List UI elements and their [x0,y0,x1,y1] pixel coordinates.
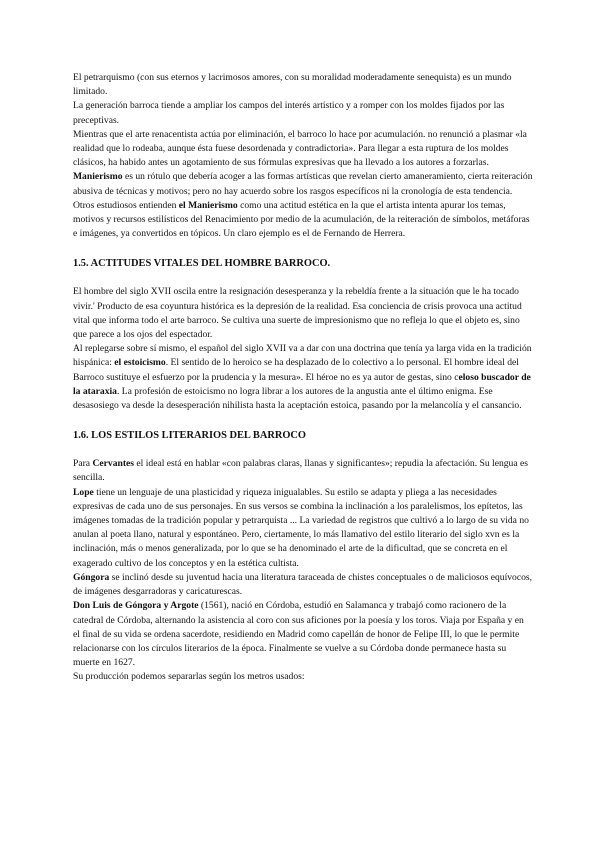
term-don-luis: Don Luis de Góngora y Argote [73,600,199,612]
paragraph-generacion-barroca: La generación barroca tiende a ampliar los campos del interés artístico y a romper con los moldes fijados por las preceptivas. [73,100,505,126]
section-heading-1-6: 1.6. LOS ESTILOS LITERARIOS DEL BARROCO [73,430,306,442]
document-page [73,71,533,685]
paragraph-cervantes: Para Cervantes el ideal está en hablar «con palabras claras, llanas y significantes»; repudia la afectación. Su lengua es sencilla. [73,458,528,484]
paragraph-produccion: Su producción podemos separarlas según los metros usados: [73,671,305,683]
paragraph-manierismo: Manierismo es un rótulo que debería acoger a las formas artísticas que revelan cierto amaneramiento, cierta reiteración abusiva de técnicas y motivos; pero no hay acuerdo sobre los rasgos específicos ni la cronología de esta tendencia. [73,171,533,197]
term-gongora: Góngora [73,571,110,583]
paragraph-petrarquismo: El petrarquismo (con sus eternos y lacrimosos amores, con su moralidad moderadamente senequista) es un mundo limitado. [73,72,512,98]
term-lope: Lope [73,486,94,498]
term-ataraxia: eloso buscador de la ataraxia [73,371,531,397]
term-estoicismo: el estoicismo [114,357,166,369]
term-cervantes: Cervantes [92,458,135,470]
section-heading-1-5: 1.5. ACTITUDES VITALES DEL HOMBRE BARROCO. [73,258,331,270]
paragraph-gongora: Góngora se inclinó desde su juventud hacia una literatura taraceada de chistes conceptuales o de maliciosos equívocos, de imágenes desgarradoras y caricaturescas. [73,571,533,598]
term-manierismo: Manierismo [73,171,123,183]
paragraph-acumulacion: Mientras que el arte renacentista actúa por eliminación, el barroco lo hace por acumulación. no renunció a plasmar «la realidad que lo rodeaba, aunque ésta fuese desordenada y contradictoria». Para llegar a esta ruptura de los moldes clásicos, ha habido antes un agotamiento de sus fórmulas expresivas que ha llevado a los autores a forzarlas. [73,128,527,169]
paragraph-otros-estudiosos: Otros estudiosos entienden el Manierismo como una actitud estética en la que el artista intenta apurar los temas, motivos y recursos estilísticos del Renacimiento por medio de la acumulación, de la reiteración de símbolos, metáforas e imágenes, ya convertidos en tópicos. Un claro ejemplo es el de Fernando de Herrera. [73,199,530,240]
paragraph-hombre-siglo-xvii: El hombre del siglo XVII oscila entre la resignación desesperanza y la rebeldía frente a la situación que le ha tocado vivir.' Producto de esa coyuntura histórica es la depresión de la realidad. Esa conciencia de crisis provoca una actitud vital que informa todo el arte barroco. Se cultiva una suerte de impresionismo que no refleja lo que el objeto es, sino que parece a los ojos del espectador. [73,286,522,341]
paragraph-lope: Lope tiene un lenguaje de una plasticidad y riqueza inigualables. Su estilo se adapta y pliega a las necesidades expresivas de cada uno de sus personajes. En sus versos se combina la inclinación a los paralelismos, los epítetos, las imágenes tomadas de la tradición popular y petrarquista ... La variedad de registros que cultivó a lo largo de su vida no anulan al poeta llano, natural y espontáneo. Pero, ciertamente, lo más llamativo del estilo literario del siglo xvn es la inclinación, más o menos generalizada, por lo que se ha denominado el arte de la dificultad, que se concreta en el exagerado cultivo de los conceptos y en la estética cultista. [73,486,529,569]
paragraph-don-luis: Don Luis de Góngora y Argote (1561), nació en Córdoba, estudió en Salamanca y trabajó como racionero de la catedral de Córdoba, alternando la asistencia al coro con sus aficiones por la poesía y los toros. Viaja por España y en el final de su vida se ordena sacerdote, residiendo en Madrid como capellán de honor de Felipe III, lo que le permite relacionarse con los círculos literarios de la época. Finalmente se vuelve a su Córdoba donde permanece hasta su muerte en 1627. [73,600,524,669]
term-el-manierismo: el Manierismo [178,199,238,211]
paragraph-estoicismo: Al replegarse sobre sí mismo, el español del siglo XVII va a dar con una doctrina que tenía ya larga vida en la tradición hispánica: el estoicismo. El sentido de lo heroico se ha desplazado de lo colectivo a lo personal. El hombre ideal del Barroco sustituye el esfuerzo por la prudencia y la mesura». El héroe no es ya autor de gestas, sino celoso buscador de la ataraxia. La profesión de estoicismo no logra librar a los autores de la angustia ante el último enigma. Ese desasosiego va desde la desesperación nihilista hasta la aceptación estoica, pasando por la melancolía y el cansancio. [73,343,532,412]
